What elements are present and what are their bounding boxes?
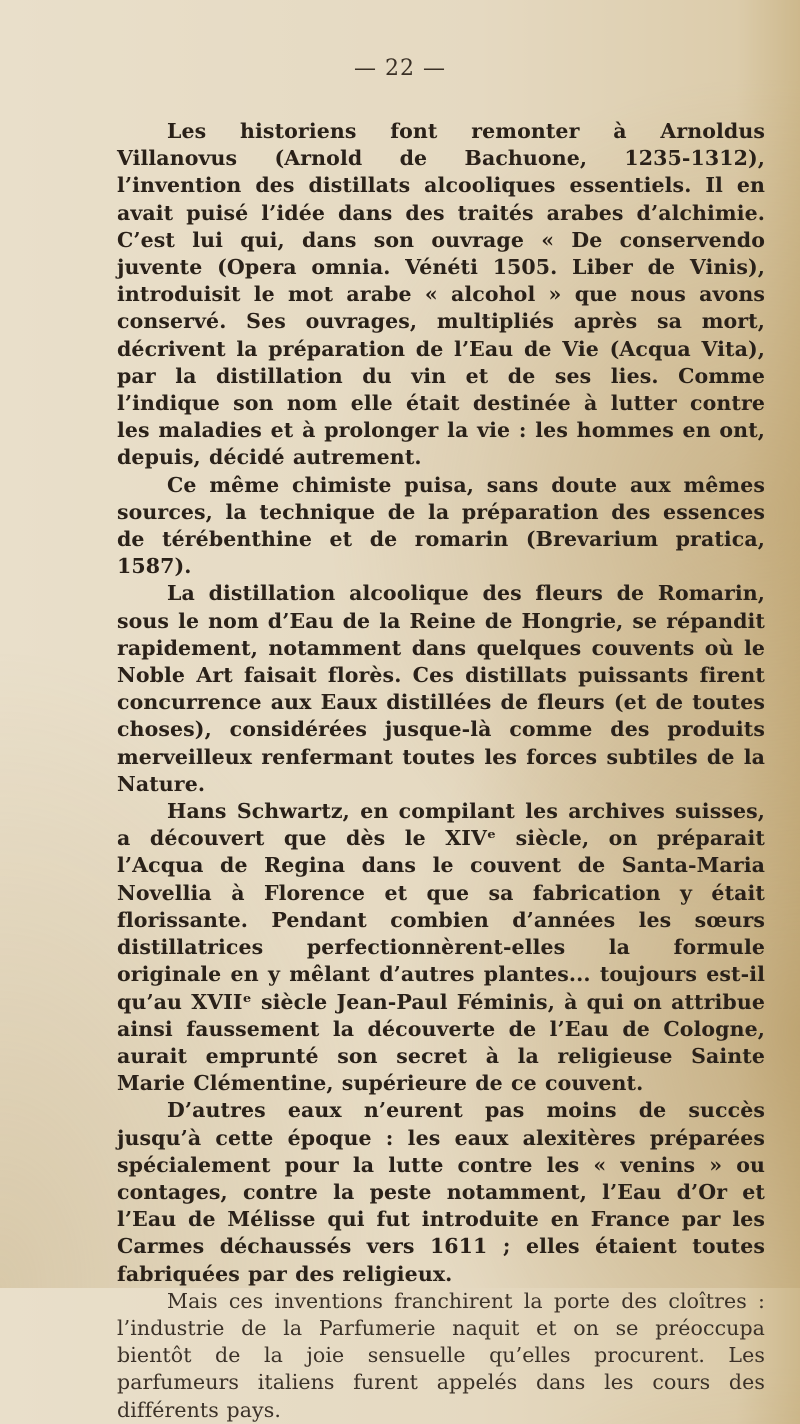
paragraph-5: D’autres eaux n’eurent pas moins de succès jusqu’à cette époque : les eaux alexitères préparées spécialement pour la lutte contre les « venins » ou contages, contre la peste notamment, l’Eau d’Or et l’Eau de Mélisse qui fut introduite en France par les Carmes déchaussés vers 1611 ; elles étaient toutes fabriquées par des religieux. — [117, 1098, 765, 1286]
paragraph-1: Les historiens font remonter à Arnoldus Villanovus (Arnold de Bachuone, 1235-1312), l’invention des distillats alcooliques essentiels. Il en avait puisé l’idée dans des traités arabes d’alchimie. C’est lui qui, dans son ouvrage « De conservendo juvente (Opera omnia. Vénéti 1505. Liber de Vinis), introduisit le mot arabe « alcohol » que nous avons conservé. Ses ouvrages, multipliés après sa mort, décrivent la préparation de l’Eau de Vie (Acqua Vita), par la distillation du vin et de ses lies. Comme l’indique son nom elle était destinée à lutter contre les maladies et à prolonger la vie : les hommes en ont, depuis, décidé autrement. — [117, 119, 765, 470]
paragraph-3: La distillation alcoolique des fleurs de Romarin, sous le nom d’Eau de la Reine de Hongrie, se répandit rapidement, notamment dans quelques couvents où le Noble Art faisait florès. Ces distillats puissants firent concurrence aux Eaux distillées de fleurs (et de toutes choses), considérées jusque-là comme des produits merveilleux renfermant toutes les forces subtiles de la Nature. — [117, 581, 765, 796]
page-number: — 22 — — [354, 56, 446, 81]
paragraph-6: Mais ces inventions franchirent la porte des cloîtres : l’industrie de la Parfumerie naquit et on se préoccupa bientôt de la joie sensuelle qu’elles procurent. Les parfumeurs italiens furent appelés dans les cours des différents pays. — [117, 1288, 765, 1422]
paragraph-2: Ce même chimiste puisa, sans doute aux mêmes sources, la technique de la préparation des essences de térébenthine et de romarin (Brevarium pratica, 1587). — [117, 472, 765, 579]
body-text — [117, 118, 765, 1424]
paragraph-4: Hans Schwartz, en compilant les archives suisses, a découvert que dès le XIVᵉ siècle, on préparait l’Acqua de Regina dans le couvent de Santa-Maria Novellia à Florence et que sa fabrication y était florissante. Pendant combien d’années les sœurs distillatrices perfectionnèrent-elles la formule originale en y mêlant d’autres plantes... toujours est-il qu’au XVIIᵉ siècle Jean-Paul Féminis, à qui on attribue ainsi faussement la découverte de l’Eau de Cologne, aurait emprunté son secret à la religieuse Sainte Marie Clémentine, supérieure de ce couvent. — [117, 799, 765, 1096]
